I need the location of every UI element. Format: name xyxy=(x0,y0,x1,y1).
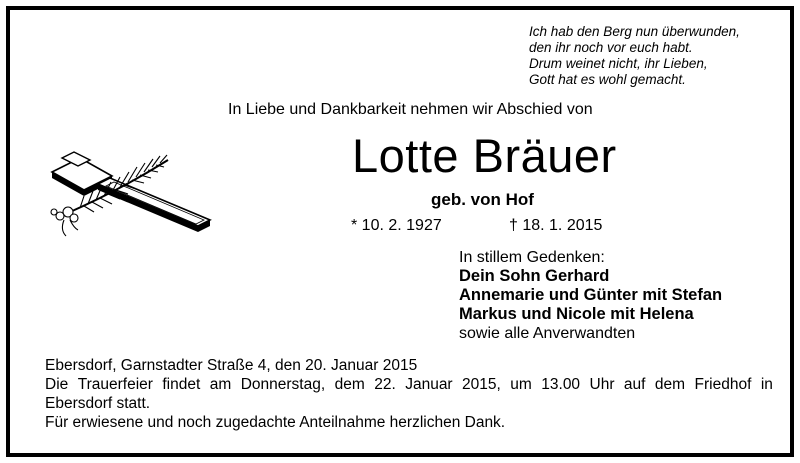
intro-text: In Liebe und Dankbarkeit nehmen wir Abschied von xyxy=(228,101,593,118)
mourner-name: Annemarie und Günter mit Stefan xyxy=(459,286,723,304)
funeral-notice-word: auf xyxy=(623,376,646,393)
mourner-name: Markus und Nicole mit Helena xyxy=(459,305,694,323)
funeral-notice-word: Donnerstag, xyxy=(240,376,326,393)
funeral-notice-word: am xyxy=(209,376,232,393)
funeral-notice-word: um xyxy=(510,376,532,393)
mourners-block xyxy=(459,248,722,343)
funeral-notice-word: dem xyxy=(334,376,365,393)
funeral-notice xyxy=(45,375,773,394)
maiden-name: geb. von Hof xyxy=(431,190,534,209)
deceased-name: Lotte Bräuer xyxy=(352,129,617,182)
funeral-notice-word: Die xyxy=(45,376,69,393)
funeral-notice-word: Trauerfeier xyxy=(77,376,153,393)
funeral-notice-word: Januar xyxy=(405,376,453,393)
place-date: Ebersdorf, Garnstadter Straße 4, den 20. Januar 2015 xyxy=(45,357,418,374)
poem-line: den ihr noch vor euch habt. xyxy=(529,40,693,55)
birth-date: * 10. 2. 1927 xyxy=(351,217,442,234)
poem-line: Ich hab den Berg nun überwunden, xyxy=(529,24,740,39)
funeral-notice-word: 2015, xyxy=(462,376,501,393)
funeral-notice-word: in xyxy=(760,376,773,393)
funeral-notice-word: findet xyxy=(162,376,201,393)
poem xyxy=(529,24,740,88)
poem-line: Gott hat es wohl gemacht. xyxy=(529,72,686,87)
funeral-notice-word: 22. xyxy=(374,376,396,393)
mourners-closing: sowie alle Anverwandten xyxy=(459,325,636,342)
mourner-name: Dein Sohn Gerhard xyxy=(459,267,610,285)
thanks-text: Für erwiesene und noch zugedachte Anteilnahme herzlichen Dank. xyxy=(45,414,506,431)
mourners-heading: In stillem Gedenken: xyxy=(459,249,605,266)
cross-with-palm-branch-icon xyxy=(40,150,220,242)
funeral-notice-continued: Ebersdorf statt. xyxy=(45,395,151,412)
death-date: † 18. 1. 2015 xyxy=(509,217,603,234)
footer xyxy=(45,356,773,432)
funeral-notice-word: Friedhof xyxy=(694,376,752,393)
funeral-notice-word: 13.00 xyxy=(541,376,581,393)
funeral-notice-word: dem xyxy=(654,376,686,393)
poem-line: Drum weinet nicht, ihr Lieben, xyxy=(529,56,708,71)
funeral-notice-word: Uhr xyxy=(589,376,615,393)
